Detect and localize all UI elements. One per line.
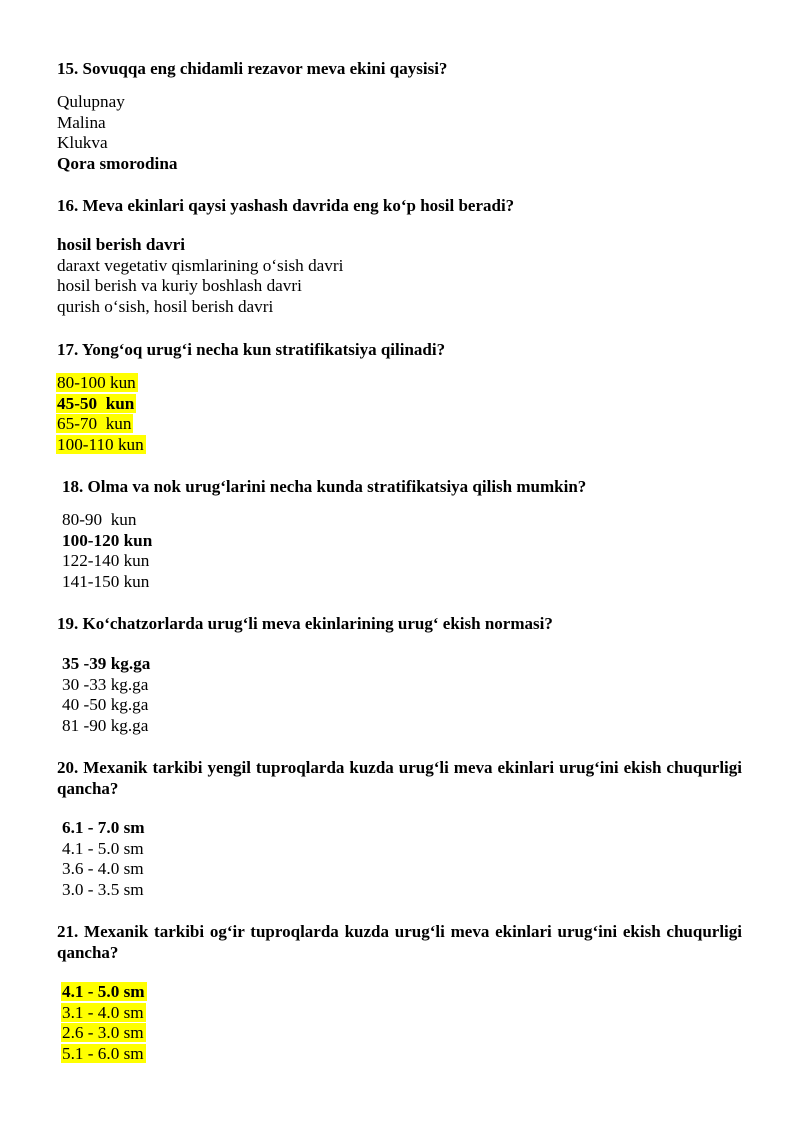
- question-text: Meva ekinlari qaysi yashash davrida eng ko‘p hosil beradi?: [82, 196, 515, 215]
- answer-options-17: [57, 373, 146, 455]
- answer-option-correct: 4.1 - 5.0 sm: [62, 982, 145, 1001]
- answer-option-correct: hosil berish davri: [57, 235, 185, 254]
- answer-option: 5.1 - 6.0 sm: [62, 1043, 144, 1063]
- answer-option: 40 -50 kg.ga: [62, 695, 149, 714]
- question-text: Mexanik tarkibi og‘ir tuproqlarda kuzda urug‘li meva ekinlari urug‘ini ekish chuqurligi qancha?: [57, 922, 743, 962]
- question-number: 20.: [57, 758, 79, 777]
- answer-option: 3.0 - 3.5 sm: [62, 879, 144, 899]
- question-text: Olma va nok urug‘larini necha kunda stratifikatsiya qilish mumkin?: [87, 477, 587, 496]
- answer-option: 3.6 - 4.0 sm: [62, 859, 144, 878]
- question-15: [57, 58, 742, 79]
- question-18: [62, 476, 747, 497]
- answer-option: 4.1 - 5.0 sm: [62, 838, 144, 858]
- question-16: [57, 195, 742, 216]
- answer-option-correct: 100-120 kun: [62, 530, 153, 550]
- answer-option: hosil berish va kuriy boshlash davri: [57, 276, 302, 295]
- answer-option-correct: 6.1 - 7.0 sm: [62, 818, 145, 837]
- answer-option: Klukva: [57, 133, 108, 152]
- answer-options-16: [57, 235, 345, 317]
- answer-option: 141-150 kun: [62, 571, 150, 591]
- answer-option: 100-110 kun: [57, 434, 144, 454]
- answer-options-20: [62, 818, 147, 900]
- question-text: Yong‘oq urug‘i necha kun stratifikatsiya qilinadi?: [81, 340, 446, 359]
- answer-option: Qulupnay: [57, 92, 125, 111]
- answer-option: daraxt vegetativ qismlarining o‘sish davri: [57, 255, 344, 275]
- question-text: Sovuqqa eng chidamli rezavor meva ekini qaysisi?: [82, 59, 448, 78]
- answer-option: 81 -90 kg.ga: [62, 715, 149, 735]
- answer-options-21: [62, 982, 147, 1064]
- question-number: 21.: [57, 922, 79, 941]
- answer-option: 3.1 - 4.0 sm: [62, 1002, 144, 1022]
- answer-option: Malina: [57, 112, 106, 132]
- answer-option: 65-70 kun: [57, 414, 132, 433]
- question-19: [57, 613, 742, 634]
- answer-options-18: [62, 510, 154, 592]
- answer-option-correct: 45-50 kun: [57, 393, 135, 413]
- answer-option: 80-100 kun: [57, 373, 136, 392]
- question-number: 18.: [62, 477, 84, 496]
- answer-options-15: [57, 92, 179, 174]
- answer-option: 122-140 kun: [62, 551, 150, 570]
- answer-option: 30 -33 kg.ga: [62, 674, 149, 694]
- answer-option-correct: Qora smorodina: [57, 153, 178, 173]
- answer-option: 80-90 kun: [62, 510, 137, 529]
- answer-option: qurish o‘sish, hosil berish davri: [57, 296, 274, 316]
- answer-option: 2.6 - 3.0 sm: [62, 1023, 144, 1042]
- question-21: [57, 921, 742, 963]
- answer-options-19: [62, 654, 152, 736]
- question-number: 16.: [57, 196, 79, 215]
- question-number: 19.: [57, 614, 79, 633]
- question-number: 15.: [57, 59, 79, 78]
- question-20: [57, 757, 742, 799]
- question-17: [57, 339, 742, 360]
- question-text: Ko‘chatzorlarda urug‘li meva ekinlarining urug‘ ekish normasi?: [82, 614, 553, 633]
- question-text: Mexanik tarkibi yengil tuproqlarda kuzda urug‘li meva ekinlari urug‘ini ekish chuqurligi qancha?: [57, 758, 742, 798]
- answer-option-correct: 35 -39 kg.ga: [62, 654, 151, 673]
- question-number: 17.: [57, 340, 79, 359]
